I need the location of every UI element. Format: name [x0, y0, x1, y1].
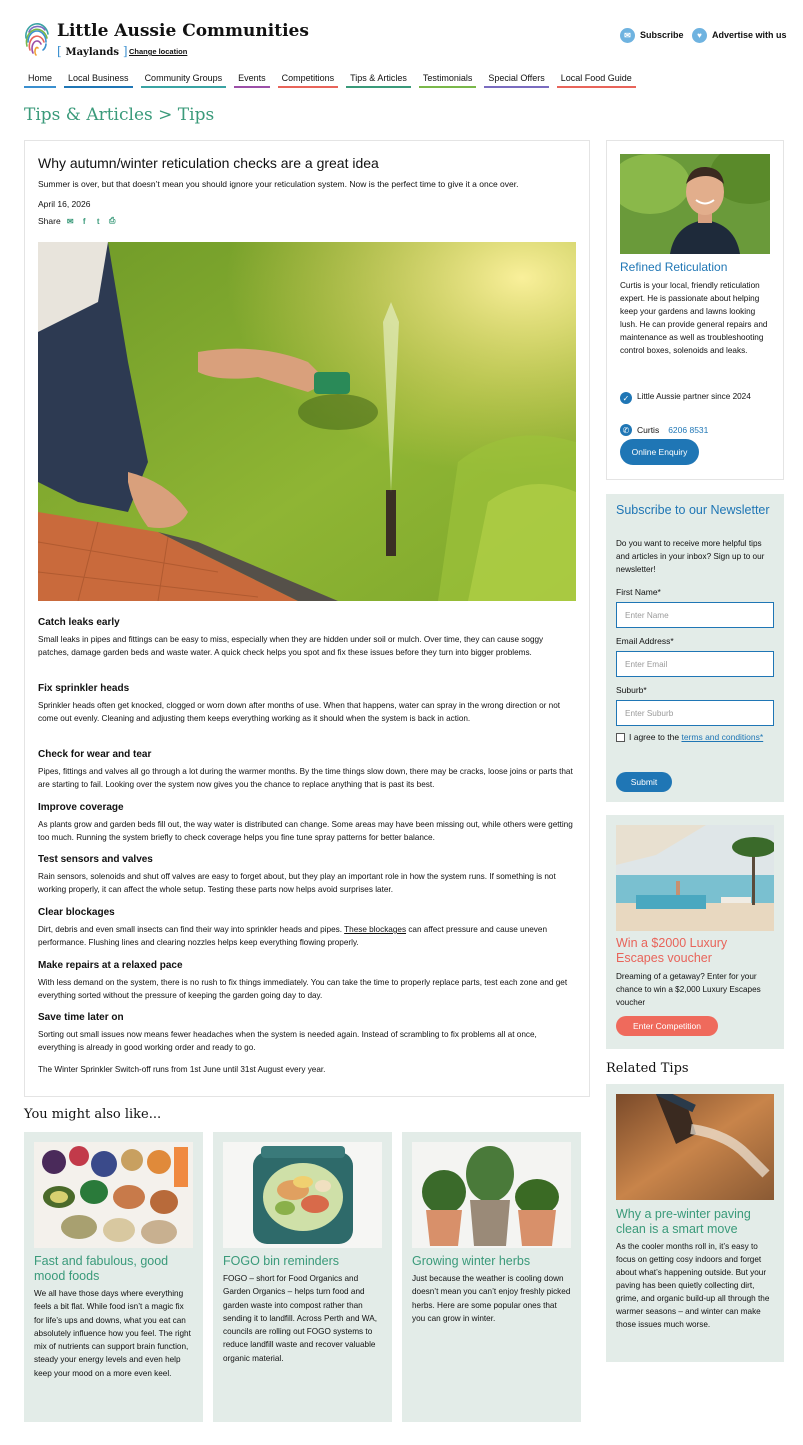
newsletter-title: Subscribe to our Newsletter — [616, 503, 770, 517]
fingerprint-logo-icon[interactable] — [24, 20, 50, 58]
paving-clean-image — [616, 1094, 774, 1200]
nav-item-local-business[interactable]: Local Business — [64, 72, 133, 88]
blockages-link[interactable]: These blockages — [344, 925, 407, 934]
business-name[interactable]: Refined Reticulation — [620, 260, 728, 274]
section-heading: Catch leaks early — [38, 617, 120, 628]
email-field[interactable] — [616, 651, 774, 677]
card-description: Just because the weather is cooling down doesn’t mean you can’t enjoy freshly picked herbs. Here are some popular ones that you can grow in winter. — [412, 1274, 571, 1323]
suburb-field[interactable] — [616, 700, 774, 726]
article-intro: Summer is over, but that doesn’t mean you should ignore your reticulation system. Now is the perfect time to give it a once over. — [38, 179, 519, 189]
facebook-icon[interactable]: f — [82, 216, 86, 226]
suburb-label: Suburb* — [616, 685, 647, 695]
article-date: April 16, 2026 — [38, 199, 91, 209]
food-image — [34, 1142, 193, 1248]
section-body: Sorting out small issues now means fewer headaches when the system is needed again. Instead of scrambling to fix problems all at once, everything is already in good working order and ready to go. — [38, 1030, 537, 1053]
twitter-icon[interactable]: t — [96, 216, 100, 226]
change-location-link[interactable]: Change location — [129, 47, 188, 56]
nav-item-local-food-guide[interactable]: Local Food Guide — [557, 72, 636, 88]
section-body: As plants grow and garden beds fill out, the way water is distributed can change. Some areas may have been missing out, while others were getting too much. Running the system briefly to check coverage helps you fine tune spray patterns for better balance. — [38, 820, 573, 843]
terms-agreement — [616, 731, 776, 744]
article-closing: The Winter Sprinkler Switch-off runs from 1st June until 31st August every year. — [38, 1065, 326, 1074]
resort-image — [616, 825, 774, 931]
breadcrumb-heading: Tips & Articles > Tips — [24, 105, 215, 125]
also-like-heading: You might also like... — [24, 1107, 162, 1122]
contact-name: Curtis — [637, 424, 660, 435]
terms-checkbox[interactable] — [616, 733, 625, 742]
phone-icon: ✆ — [620, 424, 632, 436]
related-tip-title[interactable]: Why a pre-winter paving clean is a smart move — [616, 1207, 751, 1236]
heart-icon: ♥ — [692, 28, 707, 43]
herbs-image — [412, 1142, 571, 1248]
share-label: Share — [38, 216, 61, 226]
terms-link[interactable]: terms and conditions* — [681, 732, 764, 742]
phone-link[interactable]: 6206 8531 — [668, 424, 709, 435]
section-body: Rain sensors, solenoids and shut off valves are easy to forget about, but they play an important role in how the system runs. If something is not working properly, it can affect the whole setup. Testing these parts now helps avoid surprises later. — [38, 872, 556, 895]
nav-item-special-offers[interactable]: Special Offers — [484, 72, 548, 88]
article-title: Why autumn/winter reticulation checks are a great idea — [38, 155, 379, 171]
print-icon[interactable]: ⎙ — [108, 216, 116, 225]
business-owner-photo — [620, 154, 770, 254]
nav-item-events[interactable]: Events — [234, 72, 270, 88]
main-nav — [24, 72, 644, 90]
related-tips-heading: Related Tips — [606, 1061, 689, 1076]
article-hero-image — [38, 242, 576, 601]
section-heading: Check for wear and tear — [38, 749, 152, 760]
site-name[interactable]: Little Aussie Communities — [57, 21, 309, 41]
check-icon: ✓ — [620, 392, 632, 404]
newsletter-description: Do you want to receive more helpful tips and articles in your inbox? Sign up to our newsletter! — [616, 539, 765, 574]
share-bar — [38, 216, 117, 226]
advertise-label: Advertise with us — [712, 30, 787, 40]
section-body: Pipes, fittings and valves all go through a lot during the warmer months. By the time things slow down, there may be cracks, loose joins or parts that are starting to fail. Looking over the system now gives you the chance to replace anything that is past its best. — [38, 767, 573, 790]
email-label: Email Address* — [616, 636, 674, 646]
first-name-field[interactable] — [616, 602, 774, 628]
nav-item-competitions[interactable]: Competitions — [278, 72, 339, 88]
section-heading: Test sensors and valves — [38, 854, 153, 865]
card-title[interactable]: FOGO bin reminders — [223, 1254, 340, 1268]
card-title[interactable]: Growing winter herbs — [412, 1254, 531, 1268]
card-description: FOGO – short for Food Organics and Garden Organics – helps turn food and garden waste into compost rather than sending it to landfill. Across Perth and WA, councils are rolling out FOGO systems to reduce landfill waste and recover valuable organic material. — [223, 1274, 377, 1363]
subscribe-label: Subscribe — [640, 30, 684, 40]
business-description: Curtis is your local, friendly reticulation expert. He is passionate about helping keep your gardens and lawns looking lush. He can provide general repairs and maintenance as well as troubleshooting control boxes, solenoids and leaks. — [620, 281, 768, 355]
enter-competition-button[interactable]: Enter Competition — [616, 1016, 718, 1036]
partner-since-text: Little Aussie partner since 2024 — [637, 392, 751, 401]
nav-item-home[interactable]: Home — [24, 72, 56, 88]
section-heading: Make repairs at a relaxed pace — [38, 960, 183, 971]
related-tip-description: As the cooler months roll in, it’s easy to focus on getting cosy indoors and forget about what’s happening outside. But your paving has been quietly collecting dirt, grime, and organic build-up all through the warmer seasons – and winter can make those issues much worse. — [616, 1242, 770, 1329]
mail-icon: ✉ — [620, 28, 635, 43]
nav-item-tips-articles[interactable]: Tips & Articles — [346, 72, 411, 88]
email-share-icon[interactable]: ✉ — [66, 216, 74, 226]
fogo-bin-image — [223, 1142, 382, 1248]
location-name: [ Maylands ] — [57, 44, 128, 58]
terms-text: I agree to the terms and conditions* — [629, 732, 764, 742]
first-name-label: First Name* — [616, 587, 661, 597]
section-heading: Save time later on — [38, 1012, 124, 1023]
partner-badge — [620, 391, 776, 404]
nav-item-community-groups[interactable]: Community Groups — [141, 72, 227, 88]
section-body: Small leaks in pipes and fittings can be easy to miss, especially when they are hidden under soil or mulch. Over time, they can cause soggy patches, damage garden beds and waste water. A quick check helps you spot and fix these issues before they turn into bigger problems. — [38, 635, 544, 658]
competition-title[interactable]: Win a $2000 Luxury Escapes voucher — [616, 936, 728, 965]
section-body: Sprinkler heads often get knocked, clogged or worn down after months of use. When that happens, water can spray in the wrong direction or not come out evenly. Cleaning and adjusting them keeps everything working as it should when the system is back in action. — [38, 701, 561, 724]
section-heading: Fix sprinkler heads — [38, 683, 130, 694]
submit-button[interactable]: Submit — [616, 772, 672, 792]
subscribe-link[interactable] — [620, 27, 684, 43]
section-heading: Improve coverage — [38, 802, 124, 813]
section-heading: Clear blockages — [38, 907, 115, 918]
contact-row — [620, 423, 708, 436]
competition-description: Dreaming of a getaway? Enter for your chance to win a $2,000 Luxury Escapes voucher — [616, 972, 761, 1007]
section-body: With less demand on the system, there is no rush to fix things immediately. You can take the time to properly replace parts, test each zone and get everything sorted without the pressure of keeping the garden going day to day. — [38, 978, 568, 1001]
card-description: We all have those days where everything feels a bit flat. While food isn’t a magic fix for life’s ups and downs, what you eat can absolutely influence how you feel. The right mix of nutrients can support brain function, steady your energy levels and even help keep your mood on a more even keel. — [34, 1289, 191, 1378]
card-title[interactable]: Fast and fabulous, good mood foods — [34, 1254, 169, 1283]
section-body: Dirt, debris and even small insects can find their way into sprinkler heads and pipes. These blockages can affect pressure and cause uneven performance. Flushing lines and clearing nozzles helps keep everything flowing properly. — [38, 925, 547, 948]
online-enquiry-button[interactable]: Online Enquiry — [620, 439, 699, 465]
advertise-link[interactable] — [692, 27, 787, 43]
nav-item-testimonials[interactable]: Testimonials — [419, 72, 477, 88]
